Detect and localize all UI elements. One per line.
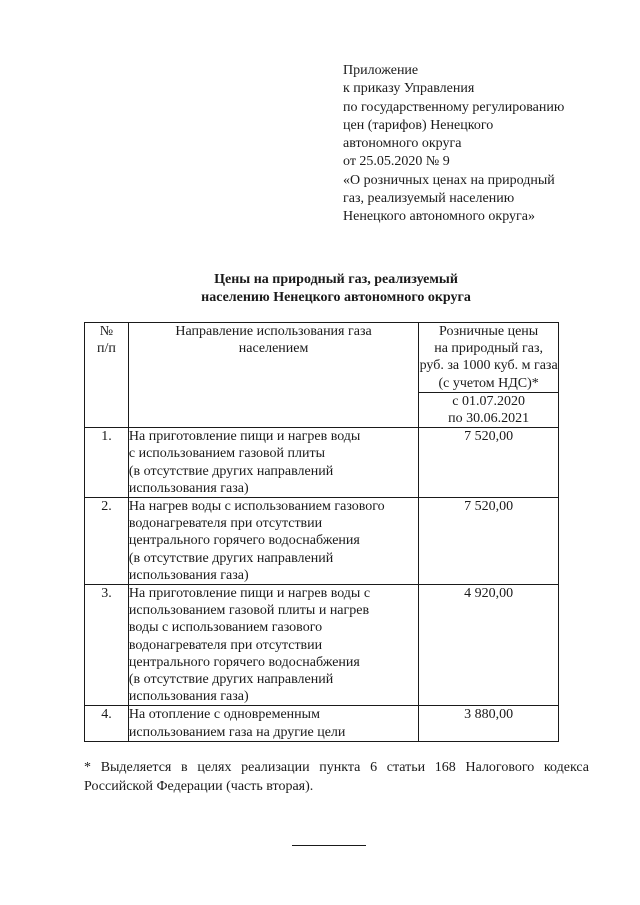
row-price: 4 920,00 (419, 585, 559, 706)
row-direction: На приготовление пищи и нагрев воды с использованием газовой плиты (в отсутствие других направлений использования газа) (128, 428, 418, 498)
appendix-line: «О розничных ценах на природный (343, 172, 555, 188)
price-table (84, 322, 559, 742)
row-price: 7 520,00 (419, 498, 559, 585)
appendix-line: цен (тарифов) Ненецкого (343, 117, 494, 133)
closing-rule (292, 845, 366, 846)
row-number: 4. (85, 706, 129, 741)
title-line: Цены на природный газ, реализуемый (214, 272, 458, 287)
header-period: с 01.07.2020 по 30.06.2021 (419, 392, 559, 427)
row-direction: На нагрев воды с использованием газового водонагревателя при отсутствии центрального горячего водоснабжения (в отсутствие других направлений использования газа) (128, 498, 418, 585)
row-price: 3 880,00 (419, 706, 559, 741)
row-number: 1. (85, 428, 129, 498)
row-number: 2. (85, 498, 129, 585)
row-price: 7 520,00 (419, 428, 559, 498)
table-row (85, 428, 559, 498)
appendix-block (343, 62, 633, 227)
document-title (0, 271, 640, 307)
header-number: № п/п (85, 323, 129, 428)
header-row (85, 323, 559, 393)
appendix-line: по государственному регулированию (343, 99, 565, 115)
appendix-line: к приказу Управления (343, 81, 475, 97)
appendix-line: Приложение (343, 63, 419, 78)
appendix-line: Ненецкого автономного округа» (343, 209, 535, 225)
row-direction: На приготовление пищи и нагрев воды с использованием газовой плиты и нагрев воды с использованием газового водонагревателя при отсутствии центрального горячего водоснабжения (в отсутствие других направлений использования газа) (128, 585, 418, 706)
header-price: Розничные цены на природный газ, руб. за 1000 куб. м газа (с учетом НДС)* (419, 324, 558, 391)
row-direction: На отопление с одновременным использованием газа на другие цели (128, 706, 418, 741)
footnote: * Выделяется в целях реализации пункта 6 статьи 168 Налогового кодекса Российской Федерации (часть вторая). (84, 760, 589, 794)
row-number: 3. (85, 585, 129, 706)
table-row (85, 498, 559, 585)
appendix-line: автономного округа (343, 136, 462, 152)
appendix-line: газ, реализуемый населению (343, 191, 515, 207)
table-row (85, 585, 559, 706)
table-row (85, 706, 559, 741)
title-line: населению Ненецкого автономного округа (201, 290, 471, 305)
header-direction: Направление использования газа населением (128, 323, 418, 428)
appendix-line: от 25.05.2020 № 9 (343, 154, 450, 170)
